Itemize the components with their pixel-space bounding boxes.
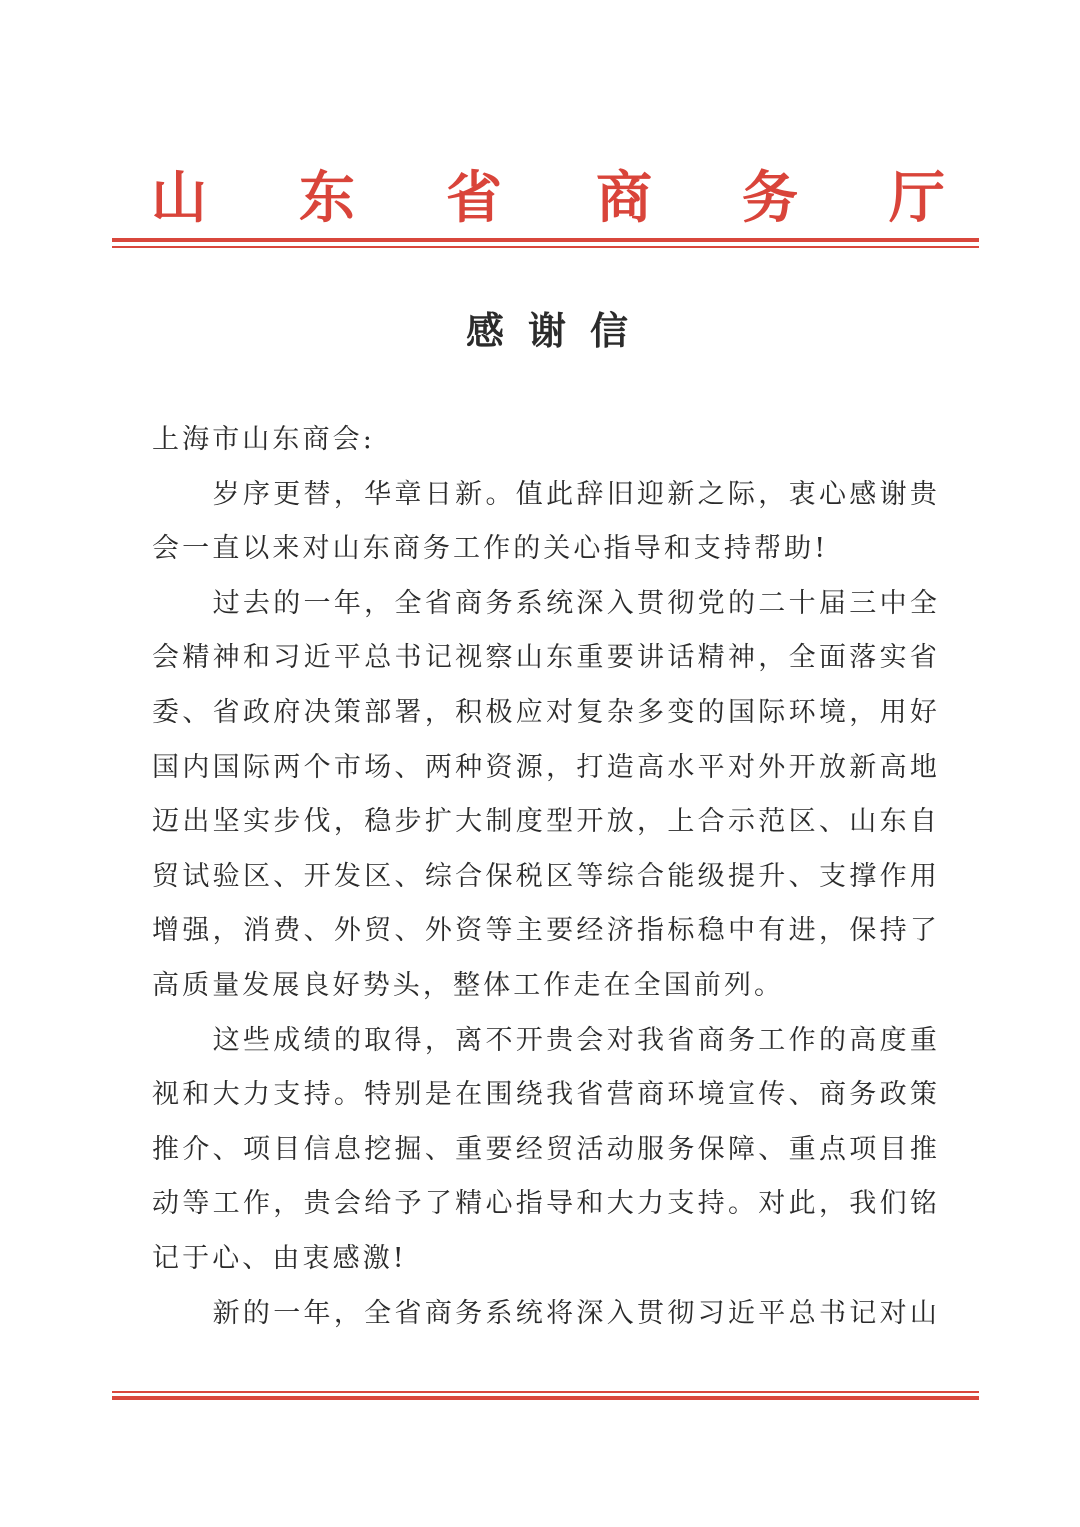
paragraph-line: 过去的一年，全省商务系统深入贯彻党的二十届三中全 (212, 587, 940, 619)
letterhead-char: 厅 (889, 165, 945, 231)
paragraph-line: 视和大力支持。特别是在围绕我省营商环境宣传、商务政策 (152, 1079, 940, 1111)
document-title: 感谢信 (465, 308, 652, 353)
paragraph-line: 会一直以来对山东商务工作的关心指导和支持帮助! (152, 533, 829, 565)
letterhead-char: 山 (151, 165, 207, 231)
paragraph-line: 委、省政府决策部署，积极应对复杂多变的国际环境，用好 (152, 696, 940, 728)
letterhead-char: 商 (596, 165, 652, 231)
letter-body (152, 413, 940, 1341)
paragraph-line: 推介、项目信息挖掘、重要经贸活动服务保障、重点项目推 (152, 1133, 940, 1165)
letterhead-char: 务 (742, 165, 798, 231)
paragraph-line: 国内国际两个市场、两种资源，打造高水平对外开放新高地 (152, 751, 940, 783)
paragraph-line: 记于心、由衷感激! (152, 1242, 407, 1274)
header-rule-thick (112, 238, 979, 242)
paragraph-line: 动等工作，贵会给予了精心指导和大力支持。对此，我们铭 (152, 1188, 940, 1220)
footer-rule-thick (112, 1396, 979, 1400)
paragraph-line: 新的一年，全省商务系统将深入贯彻习近平总书记对山 (212, 1297, 940, 1329)
paragraph-line: 贸试验区、开发区、综合保税区等综合能级提升、支撑作用 (152, 860, 940, 892)
footer-rule-thin (112, 1391, 979, 1393)
paragraph-line: 高质量发展良好势头，整体工作走在全国前列。 (152, 969, 785, 1001)
paragraph-line: 会精神和习近平总书记视察山东重要讲话精神，全面落实省 (152, 642, 940, 674)
paragraph-line: 这些成绩的取得，离不开贵会对我省商务工作的高度重 (212, 1024, 940, 1056)
letterhead-char: 东 (299, 165, 355, 231)
paragraph-line: 增强，消费、外贸、外资等主要经济指标稳中有进，保持了 (152, 915, 940, 947)
paragraph-line: 迈出坚实步伐，稳步扩大制度型开放，上合示范区、山东自 (152, 806, 940, 838)
paragraph-line: 岁序更替，华章日新。值此辞旧迎新之际，衷心感谢贵 (212, 478, 940, 510)
letterhead-char: 省 (446, 165, 502, 231)
header-rule-thin (112, 246, 979, 248)
salutation: 上海市山东商会: (152, 424, 375, 455)
